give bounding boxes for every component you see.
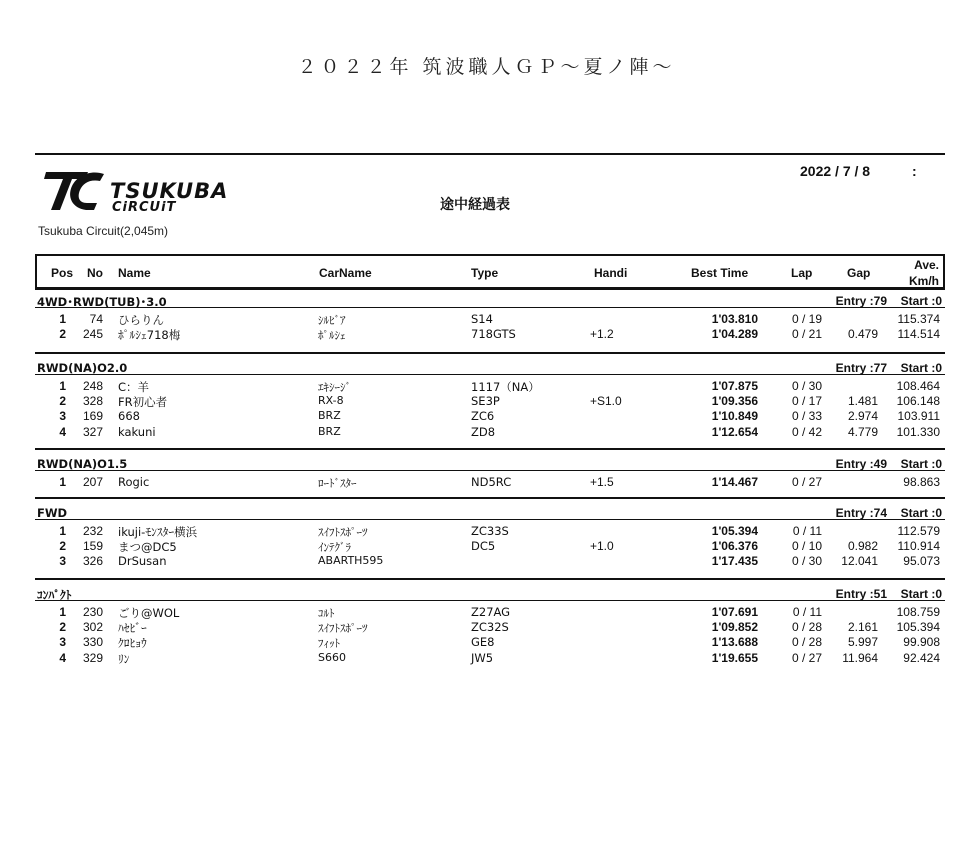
cell-ave-speed: 92.424 [903,650,940,665]
cell-driver-name: Rogic [118,475,150,489]
cell-lap: 0 / 30 [791,379,822,393]
cell-gap: 11.964 [842,650,878,665]
cell-ave-speed: 95.073 [903,554,940,569]
cell-car-number: 159 [82,539,103,554]
cell-type: ND5RC [471,475,512,489]
category-start: Start :0 [900,361,942,375]
cell-gap: 2.161 [847,620,878,635]
table-row [0,475,973,490]
header-ave-speed [909,257,939,289]
cell-best-time: 1'03.810 [711,312,758,326]
category-entry: Entry :49 [835,457,887,471]
event-title: ２０２２年 筑波職人ＧＰ～夏ノ陣～ [297,56,676,78]
header-ave-label: Ave. [914,258,939,272]
cell-gap: 12.041 [841,554,878,569]
table-row [0,651,973,666]
cell-ave-speed: 108.759 [896,605,940,619]
header-gap: Gap [847,266,871,280]
cell-ave-speed: 103.911 [897,409,940,424]
cell-type: DC5 [471,539,496,554]
cell-type: ZD8 [471,424,496,439]
category-header [35,506,945,520]
circuit-info: Tsukuba Circuit(2,045m) [38,224,169,238]
cell-car-name: ｲﾝﾃｸﾞﾗ [318,541,351,555]
category-entry: Entry :51 [835,587,887,601]
cell-gap: 0.982 [847,539,878,554]
cell-lap: 0 / 10 [791,539,822,554]
cell-lap: 0 / 28 [791,620,822,635]
header-carname: CarName [319,266,372,280]
cell-ave-speed: 108.464 [896,379,940,393]
cell-type: GE8 [471,635,495,650]
category-header [35,294,945,308]
cell-best-time: 1'14.467 [711,475,758,489]
cell-gap: 4.779 [847,424,878,439]
cell-car-name: RX-8 [318,394,344,408]
table-row [0,425,973,440]
cell-car-name: ﾌｨｯﾄ [318,637,340,651]
cell-lap: 0 / 17 [791,394,822,409]
document-title: 途中経過表 [440,197,510,213]
cell-driver-name: ﾎﾟﾙｼｪ718梅 [118,328,181,343]
cell-type: 718GTS [471,327,516,342]
cell-pos: 2 [59,394,66,409]
cell-ave-speed: 105.394 [896,620,940,635]
cell-best-time: 1'07.875 [711,379,758,393]
cell-lap: 0 / 27 [791,475,822,489]
table-row [0,327,973,342]
cell-driver-name: まつ@DC5 [118,540,177,555]
time-separator: : [912,163,917,179]
cell-type: S14 [471,312,493,326]
table-row [0,620,973,635]
table-row [0,394,973,409]
category-start: Start :0 [900,294,942,308]
cell-driver-name: DrSusan [118,554,167,569]
tc-logo-icon [42,166,106,216]
cell-best-time: 1'04.289 [711,327,758,342]
cell-lap: 0 / 30 [791,554,822,569]
header-ave-unit: Km/h [909,274,939,288]
logo-wordmark: TSUKUBA [110,179,229,203]
category-header [35,587,945,601]
cell-lap: 0 / 27 [791,650,822,665]
category-name: RWD(NA)O1.5 [37,457,128,471]
cell-lap: 0 / 21 [791,327,822,342]
cell-handicap: +1.0 [590,539,614,554]
cell-gap: 5.997 [847,635,878,650]
header-type: Type [471,266,499,280]
cell-pos: 1 [59,605,66,619]
cell-type: JW5 [471,650,494,665]
header-name: Name [118,266,151,280]
cell-lap: 0 / 19 [791,312,822,326]
cell-best-time: 1'07.691 [711,605,758,619]
cell-driver-name: ikuji-ﾓﾝｽﾀｰ横浜 [118,525,198,539]
cell-car-number: 207 [82,475,103,489]
cell-car-name: BRZ [318,424,341,438]
cell-gap: 0.479 [847,327,878,342]
cell-driver-name: ｸﾛﾋｮｳ [118,636,147,651]
cell-pos: 2 [59,327,66,342]
cell-car-number: 232 [82,524,103,538]
cell-type: ZC33S [471,524,509,538]
table-row [0,554,973,569]
logo-subtext: CiRCUiT [112,200,177,215]
category-name: RWD(NA)O2.0 [37,361,128,375]
cell-car-number: 330 [82,635,103,650]
cell-car-name: ｴｷｼｰｼﾞ [318,381,351,394]
cell-lap: 0 / 42 [791,424,822,439]
cell-driver-name: 668 [118,409,140,424]
table-row [0,524,973,539]
cell-ave-speed: 98.863 [903,475,940,489]
cell-pos: 4 [59,650,66,665]
cell-lap: 0 / 11 [792,605,822,619]
cell-driver-name: ごり@WOL [118,606,180,620]
header-no: No [87,266,103,280]
category-name: ｺﾝﾊﾟｸﾄ [37,588,72,602]
cell-car-name: BRZ [318,409,341,423]
cell-ave-speed: 110.914 [897,539,940,554]
cell-car-number: 169 [82,409,103,424]
cell-car-name: ﾎﾟﾙｼｪ [318,329,346,343]
cell-driver-name: ﾊｾﾋﾞｰ [118,621,147,636]
cell-ave-speed: 112.579 [897,524,940,538]
results-table-header [35,254,945,290]
table-row [0,605,973,620]
cell-lap: 0 / 28 [791,635,822,650]
header-handi: Handi [594,266,628,280]
category-header [35,457,945,471]
cell-pos: 1 [59,524,66,538]
category-start: Start :0 [900,587,942,601]
tsukuba-circuit-logo [42,166,252,218]
category-entry: Entry :74 [835,506,887,520]
cell-ave-speed: 114.514 [897,327,940,342]
cell-car-number: 327 [82,424,103,439]
cell-type: SE3P [471,394,500,409]
cell-pos: 1 [59,379,66,393]
category-name: 4WD･RWD(TUB)･3.0 [37,295,167,309]
cell-pos: 1 [59,475,66,489]
cell-pos: 2 [59,620,66,635]
header-lap: Lap [791,266,813,280]
cell-best-time: 1'10.849 [711,409,758,424]
category-divider [35,352,945,354]
cell-car-number: 245 [82,327,103,342]
cell-driver-name: kakuni [118,424,156,439]
cell-car-number: 326 [82,554,103,569]
cell-car-number: 302 [82,620,103,635]
cell-car-name: S660 [318,650,346,664]
cell-pos: 3 [59,409,66,424]
cell-pos: 3 [59,635,66,650]
cell-best-time: 1'09.852 [711,620,758,635]
cell-car-number: 328 [82,394,103,409]
table-row [0,312,973,327]
cell-type: ZC32S [471,620,509,635]
cell-car-number: 329 [82,650,103,665]
cell-handicap: +1.5 [590,475,614,489]
table-row [0,635,973,650]
cell-pos: 2 [59,539,66,554]
header-best-time: Best Time [691,266,749,280]
top-rule [35,153,945,155]
cell-ave-speed: 101.330 [896,424,940,439]
cell-gap: 2.974 [847,409,878,424]
cell-pos: 1 [59,312,66,326]
category-entry: Entry :79 [835,294,887,308]
table-row [0,409,973,424]
cell-driver-name: ひらりん [118,313,164,327]
cell-car-name: ｼﾙﾋﾞｱ [318,314,346,327]
event-date: 2022 / 7 / 8 [800,163,871,179]
category-start: Start :0 [900,457,942,471]
category-divider [35,448,945,450]
cell-type: ZC6 [471,409,495,424]
table-row [0,379,973,394]
cell-lap: 0 / 33 [791,409,822,424]
category-divider [35,578,945,580]
cell-pos: 4 [59,424,66,439]
category-name: FWD [37,506,68,520]
cell-best-time: 1'05.394 [711,524,758,538]
cell-car-number: 230 [82,605,103,619]
cell-ave-speed: 115.374 [897,312,940,326]
cell-handicap: +S1.0 [590,394,622,409]
cell-lap: 0 / 11 [792,524,822,538]
cell-best-time: 1'09.356 [711,394,758,409]
cell-best-time: 1'13.688 [711,635,758,650]
cell-ave-speed: 106.148 [896,394,940,409]
cell-best-time: 1'17.435 [711,554,758,569]
category-start: Start :0 [900,506,942,520]
cell-car-name: ABARTH595 [318,554,384,568]
table-row [0,539,973,554]
cell-handicap: +1.2 [590,327,614,342]
cell-car-number: 248 [82,379,103,393]
category-header [35,361,945,375]
cell-gap: 1.481 [847,394,878,409]
cell-car-name: ﾛｰﾄﾞｽﾀｰ [318,477,357,490]
category-divider [35,497,945,499]
cell-driver-name: C：羊 [118,380,150,394]
cell-car-number: 74 [89,312,103,326]
header-pos: Pos [51,266,74,280]
cell-type: 1117（NA） [471,380,540,394]
category-entry: Entry :77 [835,361,887,375]
cell-best-time: 1'12.654 [711,424,758,439]
cell-ave-speed: 99.908 [903,635,940,650]
cell-driver-name: ﾘﾝ [118,651,130,666]
cell-type: Z27AG [471,605,511,619]
cell-best-time: 1'19.655 [711,650,758,665]
cell-best-time: 1'06.376 [711,539,758,554]
cell-car-name: ｽｲﾌﾄｽﾎﾟｰﾂ [318,526,368,539]
cell-car-name: ｽｲﾌﾄｽﾎﾟｰﾂ [318,622,368,636]
cell-car-name: ｺﾙﾄ [318,607,335,620]
cell-driver-name: FR初心者 [118,395,168,410]
cell-pos: 3 [59,554,66,569]
